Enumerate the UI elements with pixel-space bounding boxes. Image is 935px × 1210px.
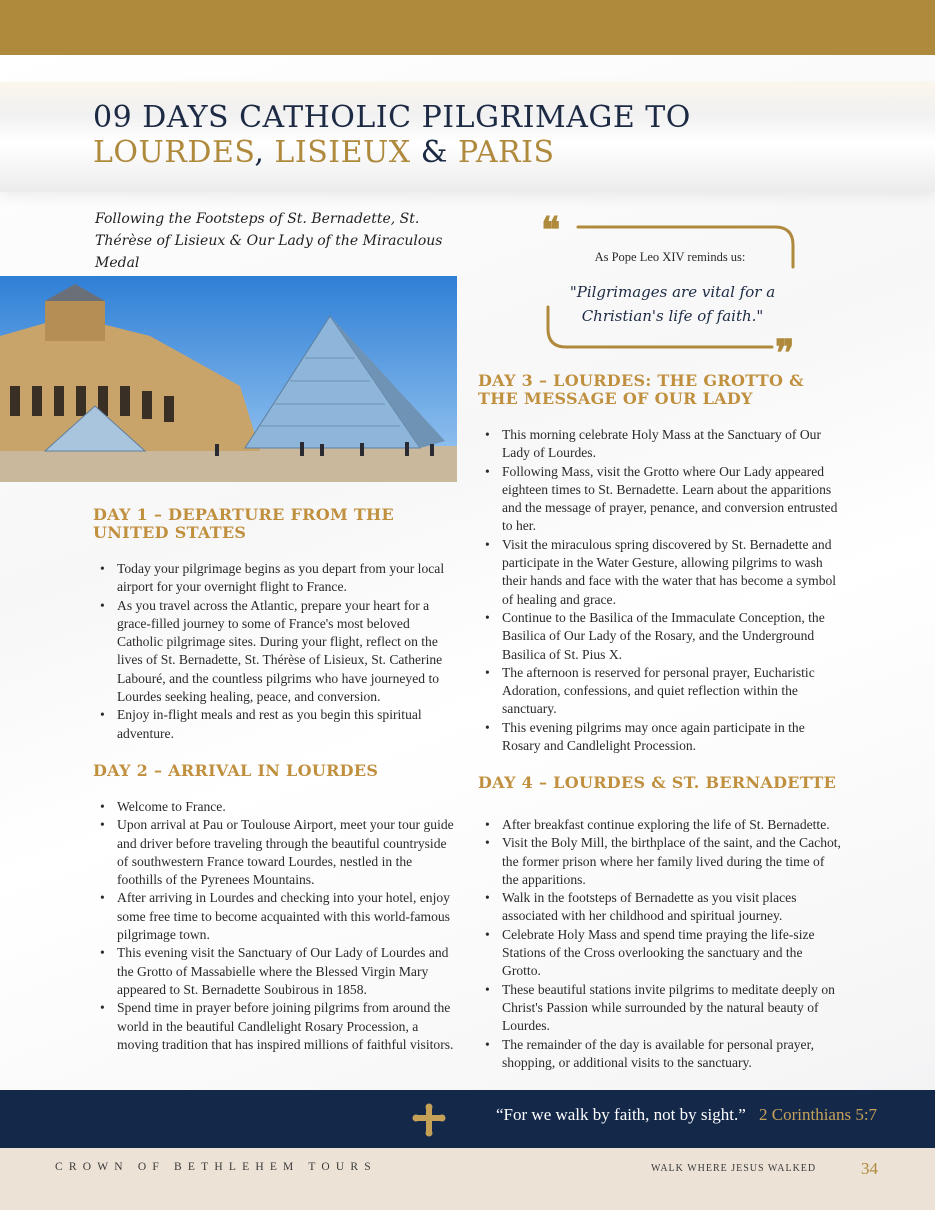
- list-item: • Continue to the Basilica of the Immaculate Conception, the Basilica of Our Lady of the Rosary, and the Underground Basilica of St. Pius X.: [502, 609, 840, 664]
- subtitle: Following the Footsteps of St. Bernadette, St. Thérèse of Lisieux & Our Lady of the Miraculous Medal: [95, 211, 443, 271]
- list-item: • Visit the miraculous spring discovered by St. Bernadette and participate in the Water Gesture, allowing pilgrims to wash their hands and face with the water that has become a symbol of healing and grace.: [502, 536, 840, 609]
- page-title: [93, 100, 691, 170]
- day-1-list: [93, 560, 455, 743]
- day-3-list: [478, 426, 840, 755]
- list-item: • Celebrate Holy Mass and spend time praying the life-size Stations of the Cross overlooking the sanctuary and the Grotto.: [502, 926, 842, 981]
- day-2-list: [93, 798, 455, 1054]
- list-item: • This morning celebrate Holy Mass at the Sanctuary of Our Lady of Lourdes.: [502, 426, 840, 463]
- title-place-paris: PARIS: [457, 135, 555, 170]
- title-separator-comma: ,: [254, 135, 265, 170]
- day-4-heading: DAY 4 – LOURDES & ST. BERNADETTE: [478, 773, 837, 792]
- page-number: 34: [861, 1159, 878, 1178]
- day-3-heading: DAY 3 – LOURDES: THE GROTTO & THE MESSAGE OF OUR LADY: [478, 371, 804, 408]
- tagline: WALK WHERE JESUS WALKED: [651, 1163, 817, 1174]
- top-gold-band: [0, 0, 935, 55]
- list-item: • Welcome to France.: [117, 798, 455, 816]
- list-item: • After arriving in Lourdes and checking into your hotel, enjoy some free time to become acquainted with this world-famous pilgrimage town.: [117, 889, 455, 944]
- open-quote-icon: ❝: [541, 209, 561, 251]
- list-item: • Visit the Boly Mill, the birthplace of the saint, and the Cachot, the former prison where her family lived during the time of the apparitions.: [502, 834, 842, 889]
- day-1-heading: DAY 1 – DEPARTURE FROM THE UNITED STATES: [93, 505, 394, 542]
- footer-verse: “For we walk by faith, not by sight.”: [496, 1105, 746, 1124]
- title-place-lourdes: LOURDES: [93, 135, 255, 170]
- list-item: • Walk in the footsteps of Bernadette as you visit places associated with her childhood and spiritual journey.: [502, 889, 842, 926]
- louvre-pyramid-photo: [0, 276, 457, 482]
- list-item: • The remainder of the day is available for personal prayer, shopping, or additional visits to the sanctuary.: [502, 1036, 842, 1073]
- list-item: • Spend time in prayer before joining pilgrims from around the world in the beautiful Candlelight Rosary Procession, a moving tradition that has inspired millions of faithful visitors.: [117, 999, 455, 1054]
- footer-verse-reference: 2 Corinthians 5:7: [759, 1105, 878, 1124]
- list-item: • This evening pilgrims may once again participate in the Rosary and Candlelight Procession.: [502, 719, 840, 756]
- quote-intro: As Pope Leo XIV reminds us:: [594, 250, 746, 264]
- list-item: • Enjoy in-flight meals and rest as you begin this spiritual adventure.: [117, 706, 455, 743]
- list-item: • The afternoon is reserved for personal prayer, Eucharistic Adoration, confessions, and quiet reflection within the sanctuary.: [502, 664, 840, 719]
- bottom-bar: [0, 1148, 935, 1210]
- day-4-list: [478, 816, 842, 1072]
- title-place-lisieux: LISIEUX: [274, 135, 411, 170]
- close-quote-icon: ❞: [775, 332, 795, 374]
- list-item: • After breakfast continue exploring the life of St. Bernadette.: [502, 816, 842, 834]
- brand-name: CROWN OF BETHLEHEM TOURS: [55, 1161, 377, 1173]
- day-2-heading: DAY 2 – ARRIVAL IN LOURDES: [93, 761, 379, 780]
- title-separator-ampersand: &: [420, 135, 448, 170]
- list-item: • Following Mass, visit the Grotto where Our Lady appeared eighteen times to St. Bernadette. Learn about the apparitions and the message of prayer, penance, and conversion entrusted to her.: [502, 463, 840, 536]
- list-item: • Today your pilgrimage begins as you depart from your local airport for your overnight flight to France.: [117, 560, 455, 597]
- list-item: • Upon arrival at Pau or Toulouse Airport, meet your tour guide and driver before traveling through the beautiful countryside of southwestern France toward Lourdes, nestled in the foothills of the Pyrenees Mountains.: [117, 816, 455, 889]
- list-item: • These beautiful stations invite pilgrims to meditate deeply on Christ's Passion while surrounded by the natural beauty of Lourdes.: [502, 981, 842, 1036]
- list-item: • This evening visit the Sanctuary of Our Lady of Lourdes and the Grotto of Massabielle where the Blessed Virgin Mary appeared to St. Bernadette Soubirous in 1858.: [117, 944, 455, 999]
- title-line-1: 09 DAYS CATHOLIC PILGRIMAGE TO: [93, 100, 691, 135]
- list-item: • As you travel across the Atlantic, prepare your heart for a grace-filled journey to some of France's most beloved Catholic pilgrimage sites. During your flight, reflect on the lives of St. Bernadette, St. Thérèse of Lisieux, St. Catherine Labouré, and the countless pilgrims who have journeyed to Lourdes seeking healing, peace, and conversion.: [117, 597, 455, 707]
- quote-text: "Pilgrimages are vital for a Christian's life of faith.": [569, 283, 776, 325]
- cross-icon: [412, 1103, 446, 1137]
